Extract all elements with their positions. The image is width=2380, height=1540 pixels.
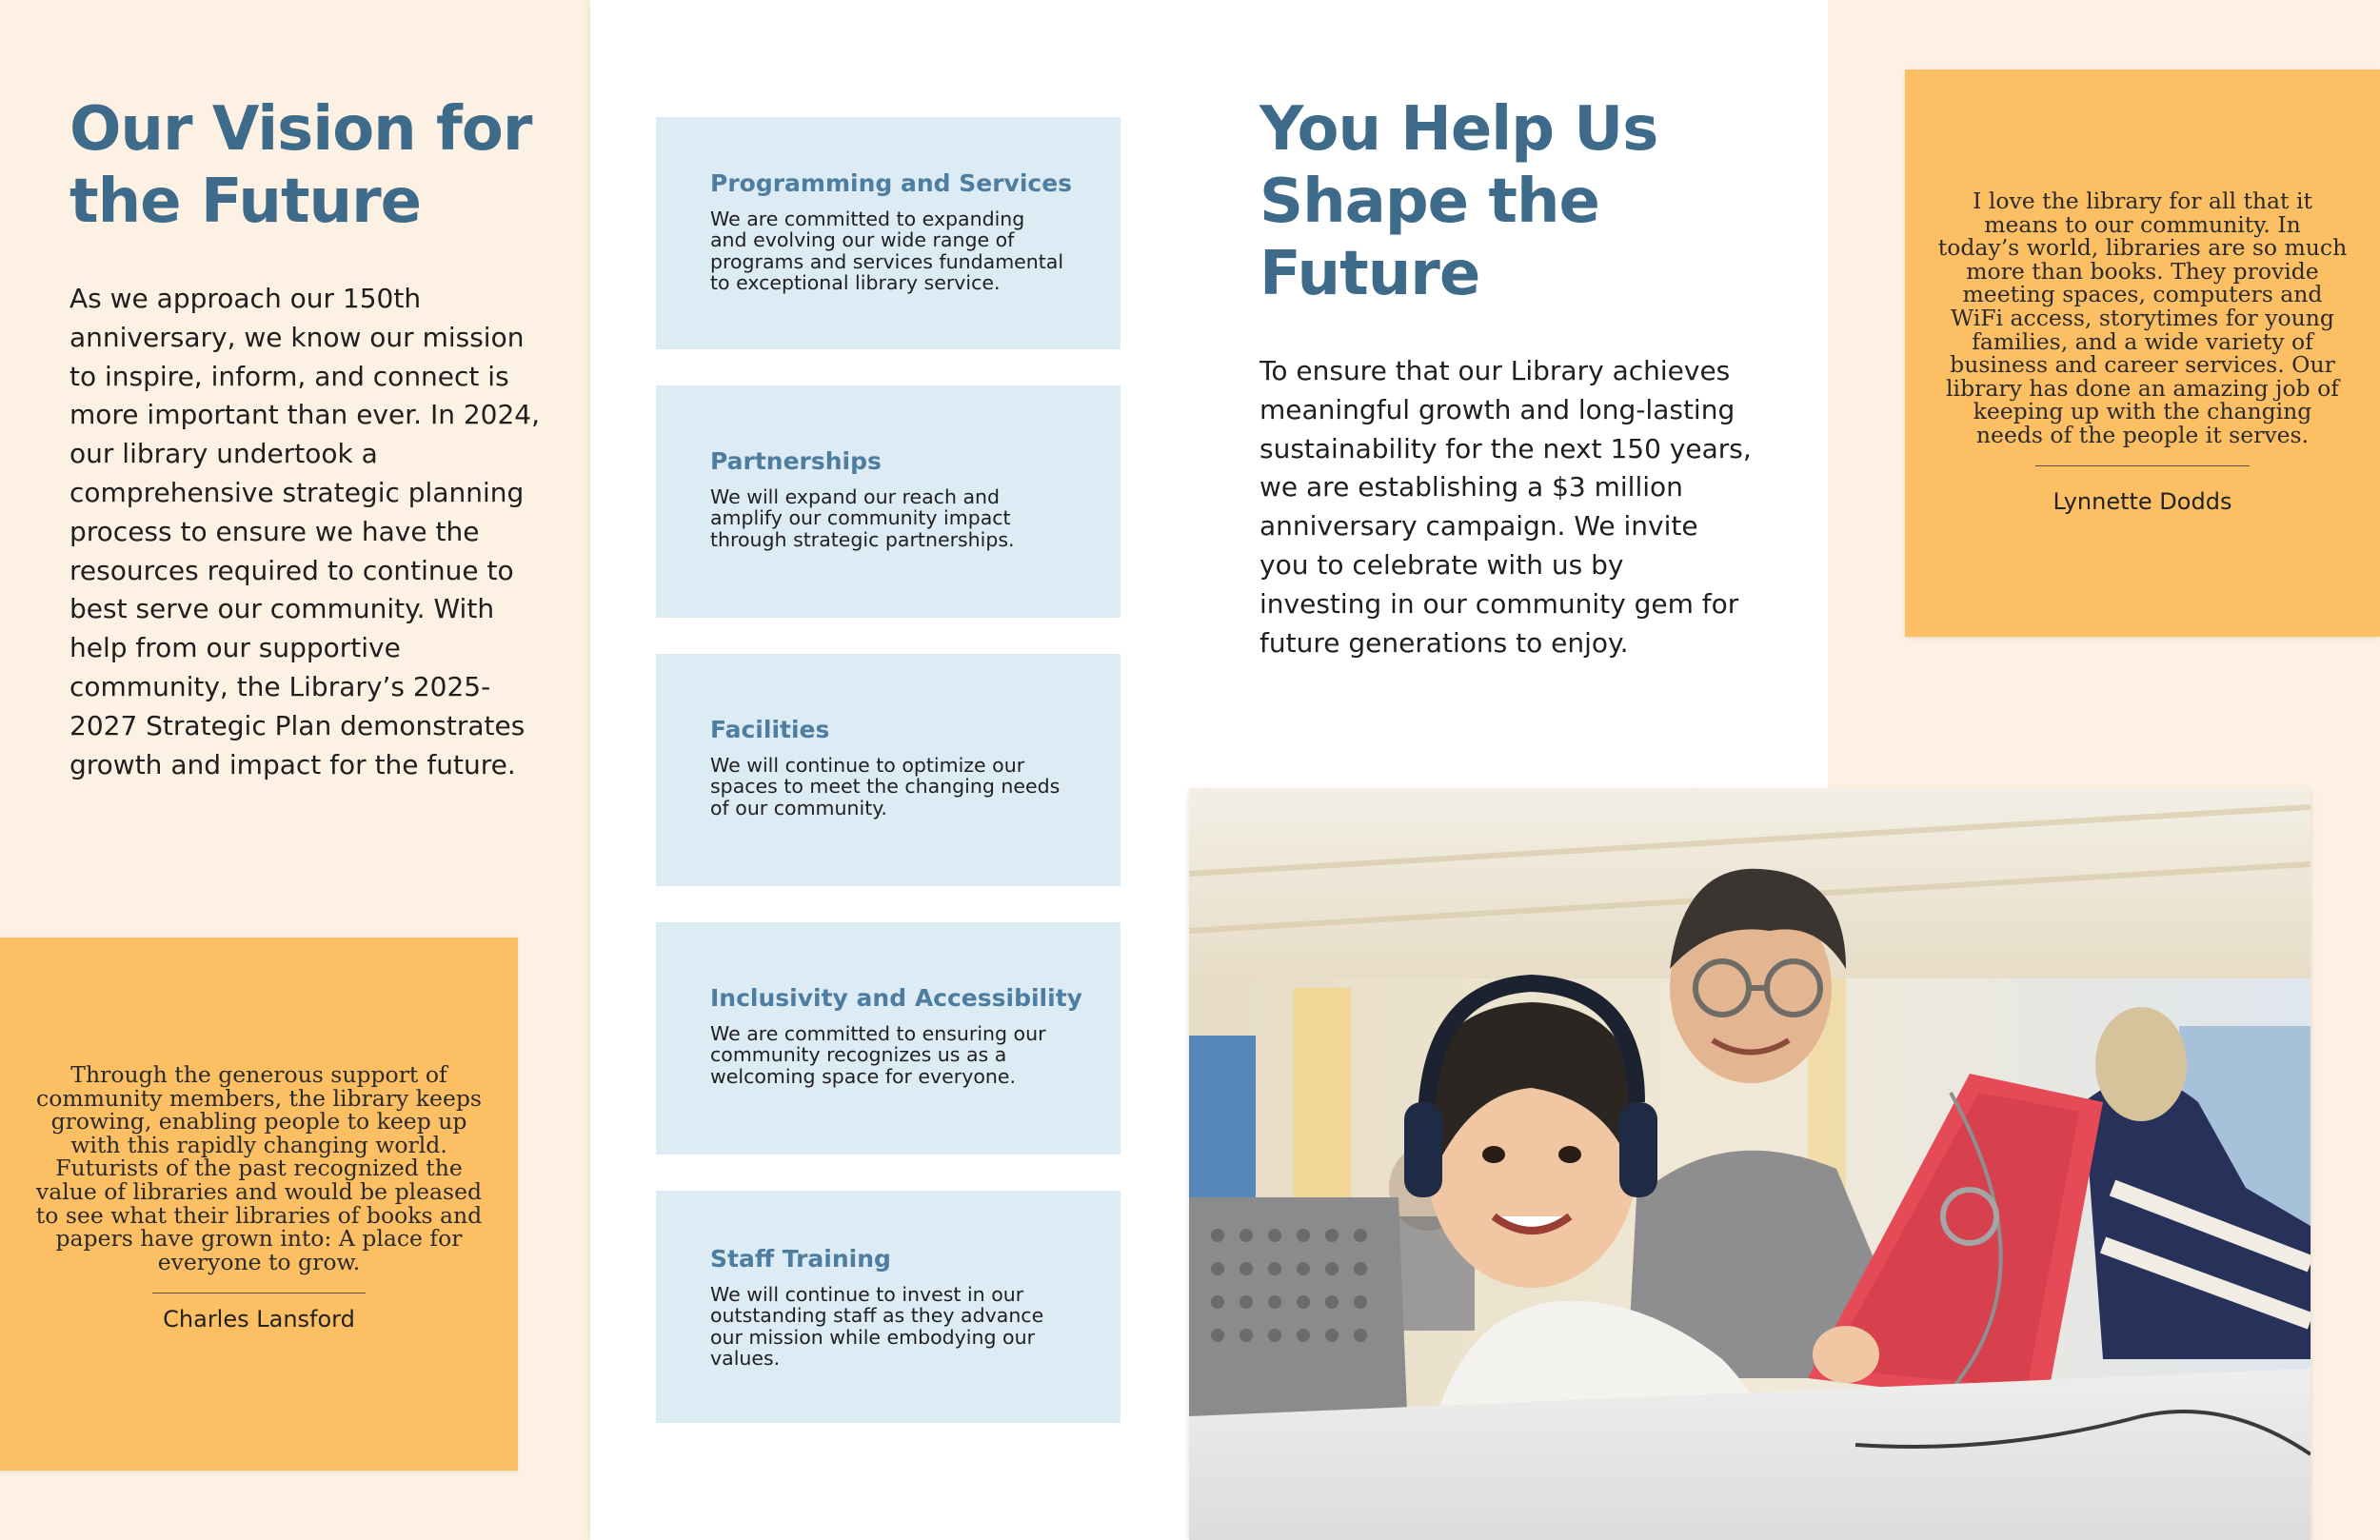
quote-line: community members, the library keeps: [36, 1084, 482, 1112]
card-text: [710, 1284, 1101, 1370]
help-body-line: investing in our community gem for: [1259, 587, 1739, 620]
vision-body-line: best serve our community. With: [69, 593, 495, 625]
vision-body-line: our library undertook a: [69, 438, 378, 470]
quote-line: growing, enabling people to keep up: [50, 1108, 467, 1135]
help-title-line: You Help Us: [1259, 94, 1658, 165]
quote-line: WiFi access, storytimes for young: [1951, 304, 2334, 331]
quote-line: keeping up with the changing: [1973, 398, 2312, 425]
quote-line: with this rapidly changing world.: [70, 1131, 447, 1158]
help-body-line: we are establishing a $3 million: [1259, 471, 1683, 503]
card-title: Facilities: [710, 716, 830, 743]
vision-body-line: community, the Library’s 2025-: [69, 670, 491, 702]
vision-body: [69, 280, 540, 784]
quote-line: Futurists of the past recognized the: [55, 1155, 463, 1182]
quote-divider: [2035, 465, 2250, 466]
vision-body-line: to inspire, inform, and connect is: [69, 360, 509, 392]
help-body-line: To ensure that our Library achieves: [1259, 355, 1731, 386]
card-programming: [656, 117, 1121, 349]
card-text-line: values.: [710, 1347, 781, 1371]
card-text-line: amplify our community impact: [710, 506, 1011, 530]
card-text-line: We will continue to optimize our: [710, 754, 1025, 777]
quote-box-left: [0, 938, 518, 1471]
vision-body-line: process to ensure we have the: [69, 515, 480, 547]
card-title: Programming and Services: [710, 169, 1073, 197]
quote-box-right: [1905, 69, 2380, 637]
quote-line: today’s world, libraries are so much: [1937, 234, 2348, 262]
card-text: [710, 208, 1101, 294]
card-text-line: our mission while embodying our: [710, 1325, 1035, 1349]
vision-title-line: Our Vision for: [69, 94, 532, 165]
card-inclusivity: [656, 922, 1121, 1155]
quote-line: more than books. They provide: [1966, 257, 2319, 285]
card-text-line: We are committed to ensuring our: [710, 1022, 1046, 1045]
vision-body-line: more important than ever. In 2024,: [69, 399, 541, 431]
card-text-line: to exceptional library service.: [710, 271, 1001, 295]
vision-body-line: help from our supportive: [69, 632, 401, 664]
vision-body-line: resources required to continue to: [69, 554, 514, 586]
card-partnerships: [656, 385, 1121, 618]
quote-text-right: [1905, 189, 2380, 447]
vision-body-line: growth and impact for the future.: [69, 748, 516, 780]
help-body-line: anniversary campaign. We invite: [1259, 510, 1698, 543]
quote-line: I love the library for all that it: [1973, 188, 2312, 214]
card-text: [710, 755, 1101, 819]
card-text-line: through strategic partnerships.: [710, 527, 1015, 551]
help-body: [1259, 352, 1752, 662]
help-title: [1259, 93, 1657, 310]
quote-line: value of libraries and would be pleased: [35, 1177, 483, 1205]
help-title-line: Future: [1259, 239, 1480, 309]
quote-text-left: [0, 1063, 518, 1273]
library-photo: [1189, 788, 2311, 1540]
card-text-line: and evolving our wide range of: [710, 228, 1015, 252]
vision-title-line: the Future: [69, 167, 422, 237]
card-title: Inclusivity and Accessibility: [710, 984, 1082, 1012]
library-photo-illustration: [1189, 788, 2311, 1540]
quote-line: families, and a wide variety of: [1972, 327, 2313, 355]
vision-body-line: 2027 Strategic Plan demonstrates: [69, 709, 526, 741]
vision-title: [69, 93, 531, 238]
card-facilities: [656, 654, 1121, 886]
quote-line: business and career services. Our: [1950, 351, 2335, 379]
quote-line: library has done an amazing job of: [1946, 374, 2339, 402]
help-body-line: you to celebrate with us by: [1259, 548, 1624, 581]
quote-line: meeting spaces, computers and: [1962, 281, 2323, 308]
card-text-line: community recognizes us as a: [710, 1043, 1007, 1067]
card-title: Partnerships: [710, 447, 882, 475]
help-body-line: future generations to enjoy.: [1259, 626, 1629, 659]
help-body-line: meaningful growth and long-lasting: [1259, 393, 1735, 425]
card-text-line: outstanding staff as they advance: [710, 1304, 1044, 1328]
help-body-line: sustainability for the next 150 years,: [1259, 432, 1752, 464]
card-text-line: programs and services fundamental: [710, 249, 1064, 273]
quote-author-left: Charles Lansford: [163, 1306, 355, 1333]
quote-line: everyone to grow.: [157, 1248, 361, 1275]
vision-body-line: comprehensive strategic planning: [69, 476, 525, 508]
quote-line: means to our community. In: [1984, 210, 2301, 238]
quote-line: needs of the people it serves.: [1975, 421, 2310, 448]
card-text: [710, 486, 1101, 550]
card-text-line: of our community.: [710, 796, 887, 819]
card-title: Staff Training: [710, 1245, 891, 1273]
quote-author-right: Lynnette Dodds: [2053, 488, 2232, 515]
vision-body-line: As we approach our 150th: [69, 283, 422, 314]
card-text: [710, 1023, 1101, 1087]
card-text-line: We will continue to invest in our: [710, 1283, 1024, 1306]
quote-line: Through the generous support of: [70, 1061, 447, 1088]
quote-line: to see what their libraries of books and: [35, 1201, 483, 1229]
quote-line: papers have grown into: A place for: [55, 1225, 463, 1253]
card-staff-training: [656, 1191, 1121, 1423]
card-text-line: We are committed to expanding: [710, 207, 1025, 230]
vision-body-line: anniversary, we know our mission: [69, 321, 525, 353]
card-text-line: spaces to meet the changing needs: [710, 775, 1061, 799]
card-text-line: We will expand our reach and: [710, 485, 1001, 508]
help-title-line: Shape the: [1259, 167, 1599, 237]
card-text-line: welcoming space for everyone.: [710, 1064, 1017, 1088]
